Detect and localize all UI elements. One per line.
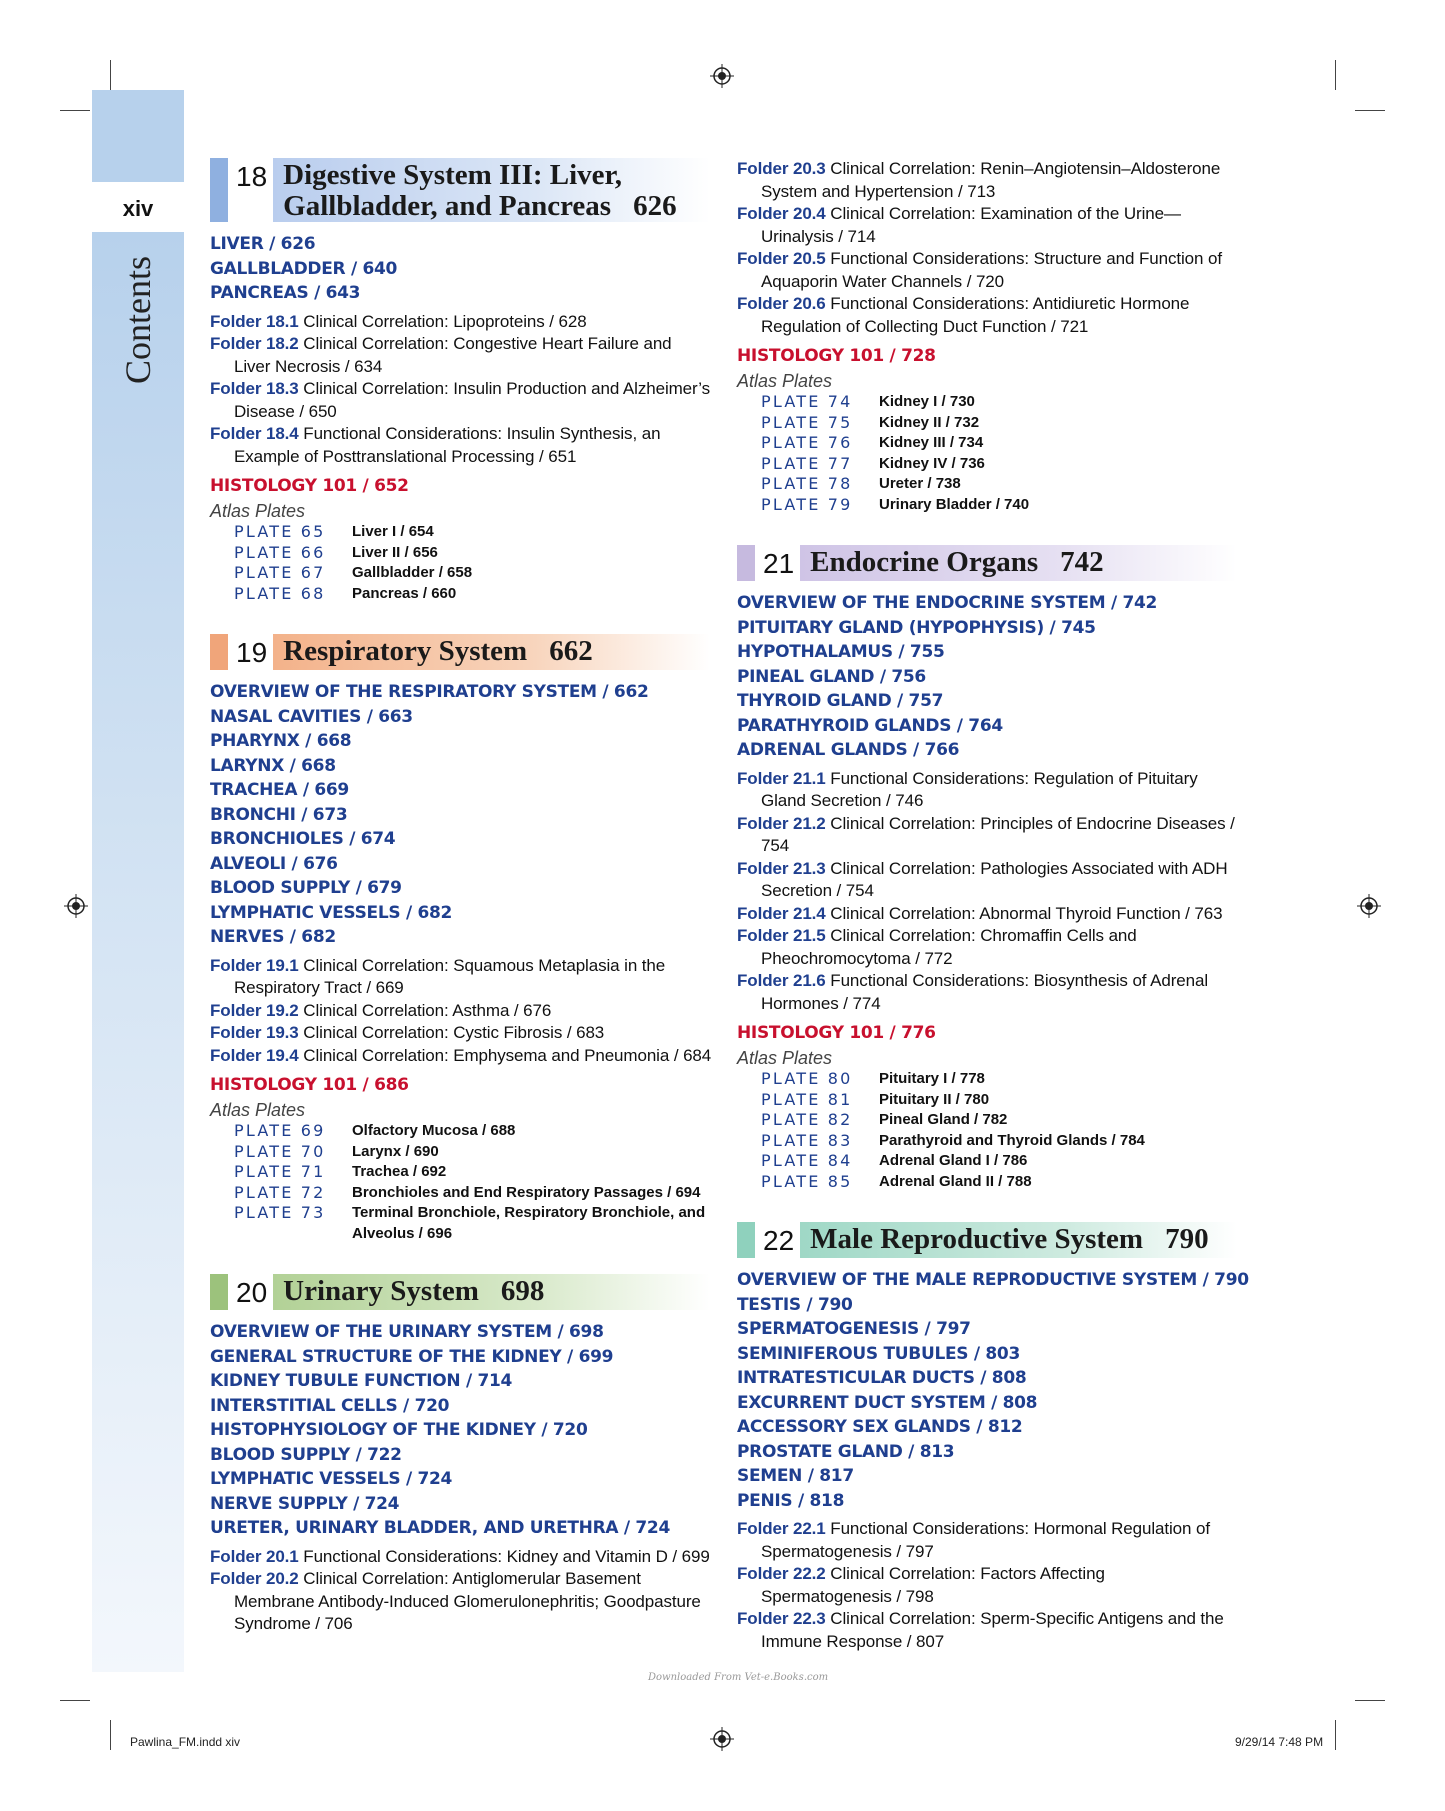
plate-title: Kidney IV / 736 (879, 454, 985, 472)
crop-mark (110, 60, 111, 90)
plate-title: Kidney III / 734 (879, 434, 984, 451)
chapter-color-bar (737, 1222, 755, 1258)
folder-text: Functional Considerations: Biosynthesis of Adrenal Hormones / 774 (761, 971, 1209, 1013)
folder-text: Clinical Correlation: Insulin Production and Alzheimer’s Disease / 650 (234, 379, 710, 421)
section-list (737, 591, 1237, 763)
folder-label: Folder 21.1 (737, 768, 826, 788)
plate-title: Kidney II / 732 (879, 413, 980, 431)
plate-title: Larynx / 690 (352, 1142, 439, 1160)
toc-section-link[interactable]: PARATHYROID GLANDS / 764 (737, 715, 1003, 736)
plate-title: Adrenal Gland I / 786 (879, 1152, 1028, 1169)
toc-section-link[interactable]: BRONCHI / 673 (210, 804, 348, 825)
folder-text: Clinical Correlation: Congestive Heart Failure and Liver Necrosis / 634 (234, 334, 672, 376)
folder-text: Clinical Correlation: Squamous Metaplasia in the Respiratory Tract / 669 (234, 955, 666, 997)
toc-histology-link[interactable]: HISTOLOGY 101 / 776 (737, 1023, 936, 1043)
plate-title: Terminal Bronchiole, Respiratory Bronchiole, and Alveolus / 696 (352, 1204, 706, 1242)
plate-label: PLATE 85 (761, 1171, 853, 1191)
folder-label: Folder 18.1 (210, 311, 299, 331)
toc-section-link[interactable]: URETER, URINARY BLADDER, AND URETHRA / 724 (210, 1518, 670, 1538)
crop-mark (1355, 110, 1385, 111)
plate-label: PLATE 84 (761, 1151, 853, 1170)
chapter-title (273, 634, 710, 670)
registration-mark-icon (710, 64, 734, 88)
toc-section-link[interactable]: PANCREAS / 643 (210, 283, 361, 303)
plate-label: PLATE 71 (234, 1162, 326, 1181)
chapter-color-bar (210, 634, 228, 670)
section-list (210, 232, 710, 306)
toc-section-link[interactable]: EXCURRENT DUCT SYSTEM / 808 (737, 1392, 1038, 1413)
sidebar-tab (92, 90, 184, 182)
folder-label: Folder 21.2 (737, 813, 826, 833)
toc-plate-entry[interactable] (737, 413, 1237, 434)
plate-label: PLATE 82 (761, 1110, 853, 1129)
toc-section-link[interactable]: TESTIS / 790 (737, 1294, 853, 1315)
toc-section-link[interactable]: HISTOPHYSIOLOGY OF THE KIDNEY / 720 (210, 1420, 588, 1440)
chapter-title-line: Digestive System III: Liver, (283, 159, 622, 191)
toc-folder-entry[interactable] (737, 813, 1237, 858)
toc-folder-entry[interactable] (737, 858, 1237, 903)
chapter-page: 790 (1165, 1223, 1209, 1255)
chapter-title (273, 158, 710, 222)
chapter-page: 742 (1060, 546, 1104, 578)
folder-text: Clinical Correlation: Pathologies Associated with ADH Secretion / 754 (761, 858, 1228, 900)
plate-title: Pituitary II / 780 (879, 1090, 990, 1108)
plate-title: Pancreas / 660 (352, 584, 457, 602)
plate-label: PLATE 77 (761, 453, 853, 473)
toc-section-link[interactable]: BRONCHIOLES / 674 (210, 829, 396, 849)
chapter-title (800, 545, 1237, 581)
toc-folder-entry[interactable] (210, 1000, 710, 1023)
atlas-plates-heading: Atlas Plates (737, 1048, 833, 1068)
sidebar-title: Contents (118, 255, 158, 385)
toc-plate-entry[interactable] (737, 1110, 1237, 1131)
toc-plate-entry[interactable] (737, 495, 1237, 516)
registration-mark-icon (1357, 894, 1381, 918)
plate-label: PLATE 76 (761, 433, 853, 452)
toc-plate-entry[interactable] (210, 1162, 710, 1183)
toc-histology-link[interactable]: HISTOLOGY 101 / 686 (210, 1075, 409, 1095)
toc-folder-entry[interactable] (737, 903, 1237, 926)
toc-section-link[interactable]: TRACHEA / 669 (210, 780, 349, 800)
folder-label: Folder 20.2 (210, 1569, 299, 1588)
folder-text: Clinical Correlation: Abnormal Thyroid Function / 763 (825, 903, 1223, 923)
toc-folder-entry[interactable] (210, 1022, 710, 1045)
toc-section-link[interactable]: SEMEN / 817 (737, 1466, 854, 1486)
folder-label: Folder 21.5 (737, 926, 826, 945)
chapter-title-line: Gallbladder, and Pancreas (283, 190, 612, 222)
toc-folder-entry[interactable] (737, 248, 1237, 293)
toc-section-link[interactable]: NASAL CAVITIES / 663 (210, 706, 413, 727)
section-list (210, 1320, 710, 1541)
toc-folder-entry[interactable] (737, 203, 1237, 248)
toc-section-link[interactable]: PINEAL GLAND / 756 (737, 666, 926, 687)
toc-section-link[interactable]: SPERMATOGENESIS / 797 (737, 1319, 971, 1339)
folder-text: Clinical Correlation: Principles of Endocrine Diseases / 754 (761, 813, 1235, 855)
section-list (210, 680, 710, 950)
toc-folder-entry[interactable] (737, 158, 1237, 203)
chapter-title-text: Endocrine Organs (810, 546, 1039, 578)
folder-label: Folder 22.2 (737, 1564, 826, 1583)
toc-plate-entry[interactable] (737, 1131, 1237, 1152)
chapter-title (800, 1222, 1237, 1258)
chapter-color-bar (737, 545, 755, 581)
toc-section-link[interactable]: INTERSTITIAL CELLS / 720 (210, 1395, 450, 1416)
toc-folder-entry[interactable] (210, 378, 710, 423)
folder-label: Folder 20.4 (737, 204, 826, 223)
atlas-plates-heading: Atlas Plates (210, 1100, 306, 1120)
chapter-title-text: Male Reproductive System (810, 1223, 1144, 1255)
toc-folder-entry[interactable] (737, 970, 1237, 1015)
plate-title: Pineal Gland / 782 (879, 1111, 1008, 1128)
plate-title: Kidney I / 730 (879, 393, 975, 410)
plate-label: PLATE 70 (234, 1141, 326, 1161)
folder-label: Folder 19.3 (210, 1023, 299, 1042)
chapter-number: 18 (228, 158, 273, 222)
chapter-heading-22 (737, 1222, 1237, 1258)
plate-label: PLATE 65 (234, 522, 326, 541)
plate-label: PLATE 73 (234, 1203, 326, 1222)
folder-text: Functional Considerations: Kidney and Vitamin D / 699 (298, 1546, 710, 1566)
toc-section-link[interactable]: GENERAL STRUCTURE OF THE KIDNEY / 699 (210, 1346, 614, 1367)
crop-mark (110, 1720, 111, 1750)
plate-label: PLATE 83 (761, 1130, 853, 1150)
chapter-heading-21 (737, 545, 1237, 581)
folder-text: Clinical Correlation: Factors Affecting Spermatogenesis / 798 (761, 1564, 1105, 1606)
toc-plate-entry[interactable] (210, 1183, 710, 1204)
toc-folder-entry[interactable] (210, 333, 710, 378)
plate-label: PLATE 68 (234, 583, 326, 603)
toc-plate-entry[interactable] (737, 454, 1237, 475)
plate-label: PLATE 74 (761, 392, 853, 411)
toc-folder-entry[interactable] (737, 1518, 1237, 1563)
plate-title: Bronchioles and End Respiratory Passages / 694 (352, 1183, 701, 1201)
watermark: Downloaded From Vet-e.Books.com (648, 1672, 829, 1683)
footer-timestamp: 9/29/14 7:48 PM (1235, 1735, 1324, 1749)
toc-plate-entry[interactable] (210, 522, 710, 543)
left-column (210, 158, 710, 1636)
folder-label: Folder 20.6 (737, 294, 826, 313)
toc-section-link[interactable]: OVERVIEW OF THE ENDOCRINE SYSTEM / 742 (737, 593, 1158, 613)
toc-section-link[interactable]: LYMPHATIC VESSELS / 724 (210, 1469, 453, 1489)
chapter-number: 21 (755, 545, 800, 581)
plate-title: Urinary Bladder / 740 (879, 495, 1030, 513)
toc-section-link[interactable]: INTRATESTICULAR DUCTS / 808 (737, 1368, 1027, 1388)
toc-folder-entry[interactable] (737, 1608, 1237, 1653)
folder-text: Clinical Correlation: Chromaffin Cells and Pheochromocytoma / 772 (761, 926, 1137, 968)
toc-folder-entry[interactable] (737, 293, 1237, 338)
toc-section-link[interactable]: ACCESSORY SEX GLANDS / 812 (737, 1417, 1023, 1437)
plate-label: PLATE 66 (234, 542, 326, 562)
toc-plate-entry[interactable] (210, 1142, 710, 1163)
toc-section-link[interactable]: NERVE SUPPLY / 724 (210, 1493, 400, 1514)
folder-label: Folder 20.1 (210, 1546, 299, 1566)
plate-title: Pituitary I / 778 (879, 1070, 985, 1087)
toc-section-link[interactable]: SEMINIFEROUS TUBULES / 803 (737, 1343, 1020, 1364)
toc-section-link[interactable]: PHARYNX / 668 (210, 731, 352, 751)
crop-mark (60, 110, 90, 111)
chapter-heading-18 (210, 158, 710, 222)
folder-text: Clinical Correlation: Examination of the Urine—Urinalysis / 714 (761, 204, 1181, 246)
toc-folder-entry[interactable] (210, 423, 710, 468)
footer-filename: Pawlina_FM.indd xiv (130, 1735, 241, 1749)
folder-text: Functional Considerations: Hormonal Regulation of Spermatogenesis / 797 (761, 1519, 1210, 1561)
toc-section-link[interactable]: OVERVIEW OF THE URINARY SYSTEM / 698 (210, 1322, 604, 1342)
toc-section-link[interactable]: LYMPHATIC VESSELS / 682 (210, 902, 453, 923)
plate-title: Adrenal Gland II / 788 (879, 1172, 1032, 1190)
toc-section-link[interactable]: PROSTATE GLAND / 813 (737, 1441, 955, 1462)
toc-section-link[interactable]: PENIS / 818 (737, 1490, 845, 1511)
plate-label: PLATE 81 (761, 1089, 853, 1109)
toc-plate-entry[interactable] (737, 1151, 1237, 1172)
folder-label: Folder 21.4 (737, 903, 826, 923)
plate-label: PLATE 78 (761, 474, 853, 493)
chapter-number: 22 (755, 1222, 800, 1258)
chapter-page: 662 (549, 635, 593, 667)
atlas-plates-heading: Atlas Plates (737, 371, 833, 391)
crop-mark (60, 1700, 90, 1701)
toc-plate-entry[interactable] (737, 1172, 1237, 1193)
folder-label: Folder 22.1 (737, 1519, 826, 1538)
toc-folder-entry[interactable] (210, 1568, 710, 1636)
folder-label: Folder 18.3 (210, 379, 299, 398)
folder-label: Folder 18.4 (210, 424, 299, 443)
toc-section-link[interactable]: THYROID GLAND / 757 (737, 691, 944, 711)
registration-mark-icon (64, 894, 88, 918)
folder-label: Folder 22.3 (737, 1609, 826, 1628)
plate-title: Liver I / 654 (352, 523, 434, 540)
chapter-page: 626 (633, 190, 677, 222)
toc-plate-entry[interactable] (210, 563, 710, 584)
plate-title: Liver II / 656 (352, 543, 438, 561)
folder-text: Clinical Correlation: Antiglomerular Basement Membrane Antibody-Induced Glomerulonephritis; Goodpasture Syndrome / 706 (234, 1569, 701, 1633)
plate-label: PLATE 75 (761, 412, 853, 432)
folder-text: Clinical Correlation: Renin–Angiotensin–Aldosterone System and Hypertension / 713 (761, 159, 1221, 201)
toc-section-link[interactable]: GALLBLADDER / 640 (210, 258, 398, 279)
folder-text: Clinical Correlation: Lipoproteins / 628 (298, 311, 587, 331)
chapter-color-bar (210, 1274, 228, 1310)
toc-plate-entry[interactable] (737, 392, 1237, 413)
sidebar-band (92, 232, 184, 1672)
plate-title: Olfactory Mucosa / 688 (352, 1122, 516, 1139)
toc-section-link[interactable]: ADRENAL GLANDS / 766 (737, 740, 960, 760)
plate-title: Gallbladder / 658 (352, 564, 473, 581)
chapter-color-bar (210, 158, 228, 222)
plate-label: PLATE 67 (234, 563, 326, 582)
atlas-plates-heading: Atlas Plates (210, 501, 306, 521)
toc-section-link[interactable]: LARYNX / 668 (210, 755, 336, 776)
toc-section-link[interactable]: HYPOTHALAMUS / 755 (737, 642, 945, 662)
toc-section-link[interactable]: NERVES / 682 (210, 927, 336, 947)
crop-mark (1335, 1720, 1336, 1750)
folder-text: Clinical Correlation: Cystic Fibrosis / 683 (298, 1023, 605, 1042)
folder-label: Folder 19.4 (210, 1045, 299, 1065)
registration-mark-icon (710, 1727, 734, 1751)
chapter-heading-20 (210, 1274, 710, 1310)
toc-plate-entry[interactable] (737, 1069, 1237, 1090)
toc-section-link[interactable]: LIVER / 626 (210, 234, 316, 254)
toc-plate-entry[interactable] (210, 1203, 710, 1244)
toc-histology-link[interactable]: HISTOLOGY 101 / 652 (210, 476, 409, 496)
chapter-title (273, 1274, 710, 1310)
chapter-page: 698 (500, 1275, 545, 1307)
chapter-number: 19 (228, 634, 273, 670)
toc-folder-entry[interactable] (737, 925, 1237, 970)
folder-label: Folder 19.1 (210, 955, 299, 975)
plate-title: Ureter / 738 (879, 475, 961, 492)
toc-section-link[interactable]: BLOOD SUPPLY / 679 (210, 878, 402, 898)
folder-text: Functional Considerations: Antidiuretic Hormone Regulation of Collecting Duct Function / 721 (761, 294, 1190, 336)
toc-section-link[interactable]: PITUITARY GLAND (HYPOPHYSIS) / 745 (737, 617, 1096, 638)
toc-section-link[interactable]: KIDNEY TUBULE FUNCTION / 714 (210, 1371, 513, 1391)
chapter-title-text: Respiratory System (283, 635, 528, 667)
toc-folder-entry[interactable] (210, 1045, 710, 1068)
folder-text: Functional Considerations: Structure and Function of Aquaporin Water Channels / 720 (761, 249, 1222, 291)
toc-folder-entry[interactable] (210, 311, 710, 334)
plate-title: Parathyroid and Thyroid Glands / 784 (879, 1131, 1145, 1149)
folder-label: Folder 20.5 (737, 249, 826, 268)
toc-plate-entry[interactable] (210, 584, 710, 605)
toc-plate-entry[interactable] (737, 1090, 1237, 1111)
toc-folder-entry[interactable] (210, 1546, 710, 1569)
toc-histology-link[interactable]: HISTOLOGY 101 / 728 (737, 346, 936, 366)
plate-label: PLATE 69 (234, 1121, 326, 1140)
toc-folder-entry[interactable] (737, 1563, 1237, 1608)
plate-label: PLATE 79 (761, 494, 853, 514)
chapter-title-text: Urinary System (283, 1275, 479, 1307)
toc-folder-entry[interactable] (737, 768, 1237, 813)
folder-label: Folder 18.2 (210, 334, 299, 353)
crop-mark (1355, 1700, 1385, 1701)
plate-title: Trachea / 692 (352, 1163, 447, 1180)
folder-label: Folder 19.2 (210, 1000, 299, 1020)
toc-section-link[interactable]: OVERVIEW OF THE RESPIRATORY SYSTEM / 662 (210, 682, 649, 702)
plate-label: PLATE 72 (234, 1182, 326, 1202)
toc-plate-entry[interactable] (210, 1121, 710, 1142)
folder-label: Folder 21.3 (737, 858, 826, 878)
folder-text: Clinical Correlation: Emphysema and Pneumonia / 684 (298, 1045, 712, 1065)
toc-plate-entry[interactable] (737, 474, 1237, 495)
section-list (737, 1268, 1249, 1513)
chapter-heading-19 (210, 634, 710, 670)
toc-folder-entry[interactable] (210, 955, 710, 1000)
folder-text: Functional Considerations: Insulin Synthesis, an Example of Posttranslational Processing / 651 (234, 424, 661, 466)
toc-plate-entry[interactable] (737, 433, 1237, 454)
folder-text: Clinical Correlation: Sperm-Specific Antigens and the Immune Response / 807 (761, 1609, 1224, 1651)
crop-mark (1335, 60, 1336, 90)
right-column (737, 158, 1249, 1653)
folder-text: Functional Considerations: Regulation of Pituitary Gland Secretion / 746 (761, 768, 1198, 810)
toc-plate-entry[interactable] (210, 543, 710, 564)
toc-section-link[interactable]: BLOOD SUPPLY / 722 (210, 1444, 402, 1465)
toc-section-link[interactable]: ALVEOLI / 676 (210, 853, 338, 874)
page-number: xiv (122, 196, 154, 221)
folder-label: Folder 21.6 (737, 971, 826, 990)
chapter-number: 20 (228, 1274, 273, 1310)
folder-label: Folder 20.3 (737, 159, 826, 178)
toc-section-link[interactable]: OVERVIEW OF THE MALE REPRODUCTIVE SYSTEM / 790 (737, 1270, 1249, 1290)
folder-text: Clinical Correlation: Asthma / 676 (298, 1000, 552, 1020)
plate-label: PLATE 80 (761, 1069, 853, 1088)
